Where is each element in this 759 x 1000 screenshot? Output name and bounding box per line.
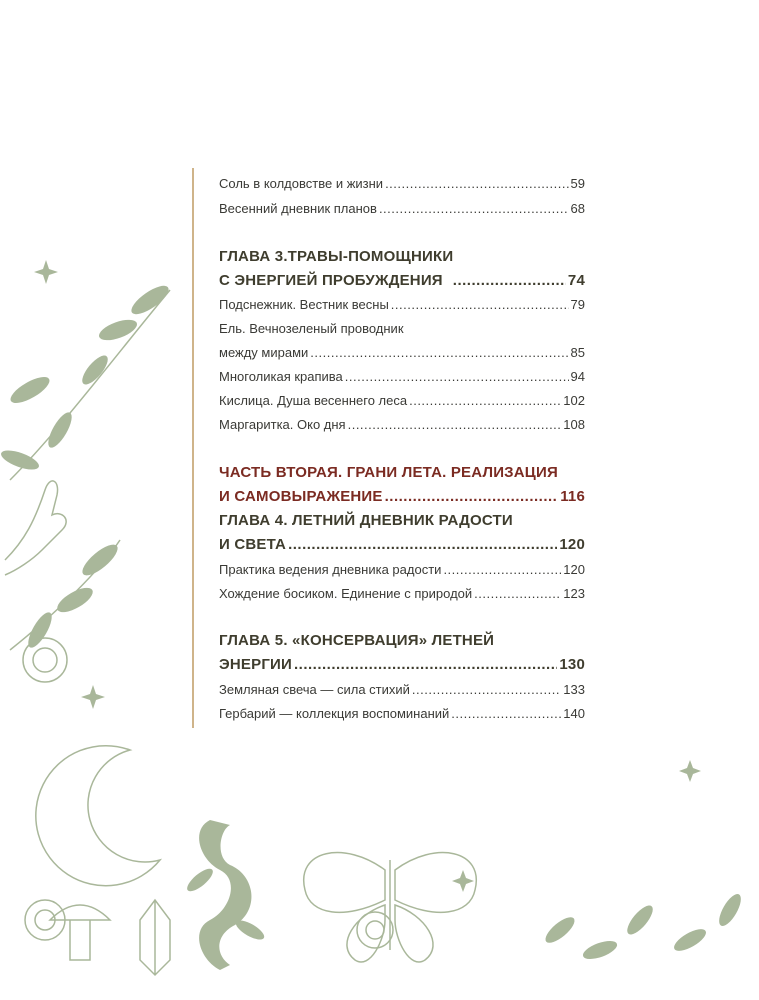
page-number: 85: [570, 345, 585, 360]
entry-title: Весенний дневник планов: [219, 201, 377, 216]
entry-title: С ЭНЕРГИЕЙ ПРОБУЖДЕНИЯ: [219, 272, 443, 289]
page-number: 116: [560, 488, 585, 505]
snake-icon: [199, 820, 251, 970]
page-number: 108: [563, 417, 585, 432]
entry-title: ГЛАВА 3.ТРАВЫ-ПОМОЩНИКИ: [219, 248, 454, 265]
butterfly-icon: [304, 853, 477, 962]
dot-leader: [385, 176, 568, 191]
entry-title: И САМОВЫРАЖЕНИЕ: [219, 488, 383, 505]
mushroom-icon: [50, 905, 110, 960]
sparkle-icon: [452, 870, 474, 892]
entry-title: И СВЕТА: [219, 536, 287, 553]
page-number: 74: [567, 272, 585, 289]
entry-title: Практика ведения дневника радости: [219, 562, 442, 577]
page-number: 130: [559, 656, 585, 673]
entry-title: Хождение босиком. Единение с природой: [219, 586, 473, 601]
toc-entry[interactable]: [219, 201, 585, 216]
sparkle-icon: [81, 685, 105, 709]
page-number: 123: [563, 586, 585, 601]
entry-title: ЧАСТЬ ВТОРАЯ. ГРАНИ ЛЕТА. РЕАЛИЗАЦИЯ: [219, 464, 558, 481]
page-number: 68: [570, 201, 585, 216]
entry-title: Гербарий — коллекция воспоминаний: [219, 706, 450, 721]
entry-title: ГЛАВА 4. ЛЕТНИЙ ДНЕВНИК РАДОСТИ: [219, 512, 513, 529]
crystal-icon: [140, 900, 170, 975]
entry-title: Земляная свеча — сила стихий: [219, 682, 410, 697]
entry-title: ЭНЕРГИИ: [219, 656, 292, 673]
sparkle-icon: [679, 760, 701, 782]
page-number: 59: [570, 176, 585, 191]
page-number: 133: [563, 682, 585, 697]
page-number: 102: [563, 393, 585, 408]
entry-title: между мирами: [219, 345, 309, 360]
rose-icon: [23, 638, 67, 682]
toc-entry[interactable]: [219, 176, 585, 191]
sparkle-icon: [34, 260, 58, 284]
crescent-moon-icon: [36, 746, 160, 886]
entry-title: ГЛАВА 5. «КОНСЕРВАЦИЯ» ЛЕТНЕЙ: [219, 632, 495, 649]
entry-title: Ель. Вечнозеленый проводник: [219, 321, 404, 336]
page-number: 79: [570, 297, 585, 312]
entry-title: Подснежник. Вестник весны: [219, 297, 389, 312]
entry-title: Соль в колдовстве и жизни: [219, 176, 384, 191]
page-number: 140: [563, 706, 585, 721]
leaf-branch-icon: [0, 281, 173, 651]
entry-title: Кислица. Душа весеннего леса: [219, 393, 408, 408]
dot-leader: [379, 201, 569, 216]
entry-title: Маргаритка. Око дня: [219, 417, 346, 432]
botanical-illustration: [0, 230, 759, 1000]
page-number: 120: [563, 562, 585, 577]
hand-outline-icon: [5, 481, 66, 575]
page-number: 94: [570, 369, 585, 384]
entry-title: Многоликая крапива: [219, 369, 343, 384]
page-number: 120: [559, 536, 585, 553]
